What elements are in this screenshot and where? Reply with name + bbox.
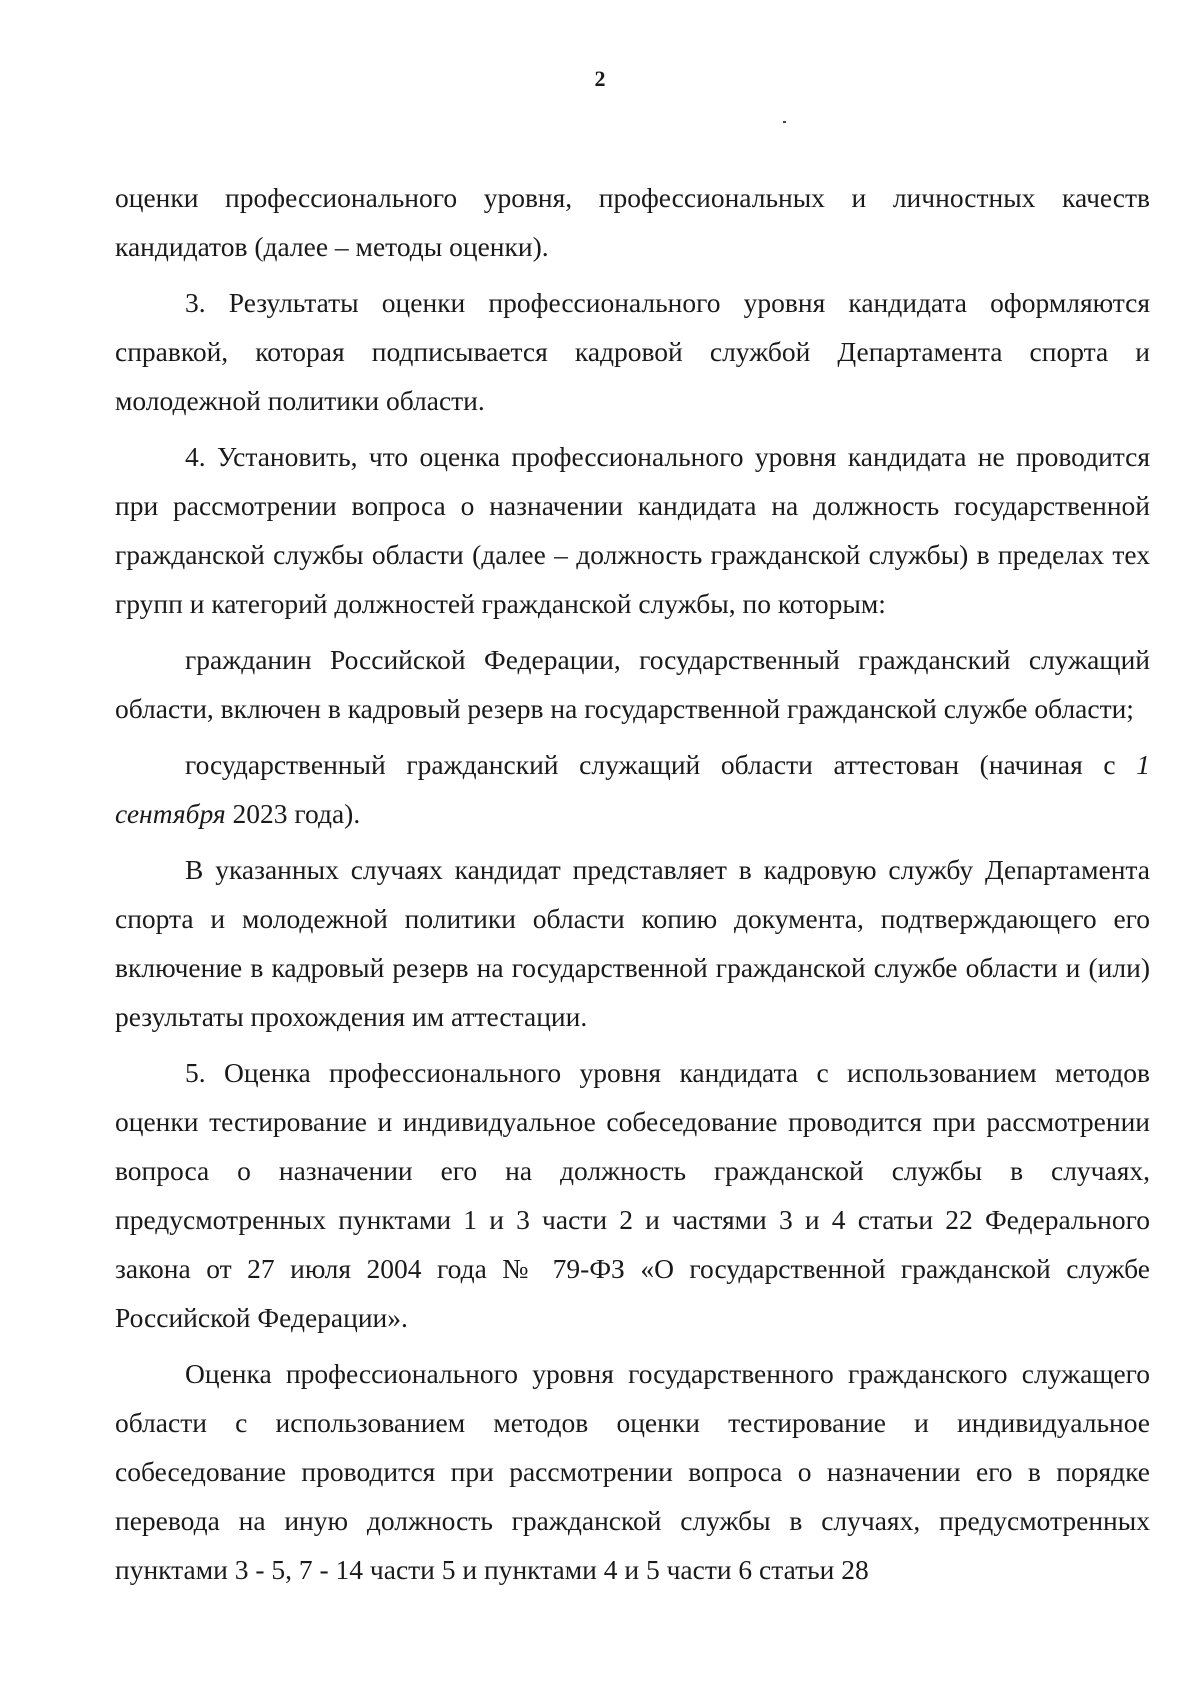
paragraph-item-4: 4. Установить, что оценка профессионального уровня кандидата не проводится при рассмотрении вопроса о назначении кандидата на должность государственной гражданской службы области (далее – должность гражданской службы) в пределах тех групп и категорий должностей гражданской службы, по которым:: [115, 441, 1150, 619]
attestation-date: 1 сентября: [115, 749, 1150, 829]
attestation-text-start: государственный гражданский служащий области аттестован (начиная с: [185, 749, 1137, 780]
paragraph-continuation: оценки профессионального уровня, профессиональных и личностных качеств кандидатов (далее – методы оценки).: [115, 182, 1150, 262]
paragraph-transfer-assessment: Оценка профессионального уровня государственного гражданского служащего области с использованием методов оценки тестирование и индивидуальное собеседование проводится при рассмотрении вопроса о назначении его в порядке перевода на иную должность гражданской службы в случаях, предусмотренных пунктами 3 - 5, 7 - 14 части 5 и пунктами 4 и 5 части 6 статьи 28: [115, 1358, 1150, 1585]
paragraph-item-5: 5. Оценка профессионального уровня кандидата с использованием методов оценки тестирование и индивидуальное собеседование проводится при рассмотрении вопроса о назначении его на должность гражданской службы в случаях, предусмотренных пунктами 1 и 3 части 2 и частями 3 и 4 статьи 22 Федерального закона от 27 июля 2004 года № 79-ФЗ «О государственной гражданской службе Российской Федерации».: [115, 1057, 1150, 1333]
page-number: 2: [594, 66, 606, 91]
scan-speck: [783, 121, 786, 123]
paragraph-documents: В указанных случаях кандидат представляет в кадровую службу Департамента спорта и молодежной политики области копию документа, подтверждающего его включение в кадровый резерв на государственной гражданской службе области и (или) результаты прохождения им аттестации.: [115, 854, 1150, 1032]
attestation-text-end: 2023 года).: [225, 798, 361, 829]
paragraph-attestation-condition: [115, 740, 1150, 838]
paragraph-reserve-condition: гражданин Российской Федерации, государственный гражданский служащий области, включен в кадровый резерв на государственной гражданской службе области;: [115, 644, 1150, 724]
document-body: [115, 173, 1150, 1601]
paragraph-item-3: 3. Результаты оценки профессионального уровня кандидата оформляются справкой, которая подписывается кадровой службой Департамента спорта и молодежной политики области.: [115, 287, 1150, 416]
